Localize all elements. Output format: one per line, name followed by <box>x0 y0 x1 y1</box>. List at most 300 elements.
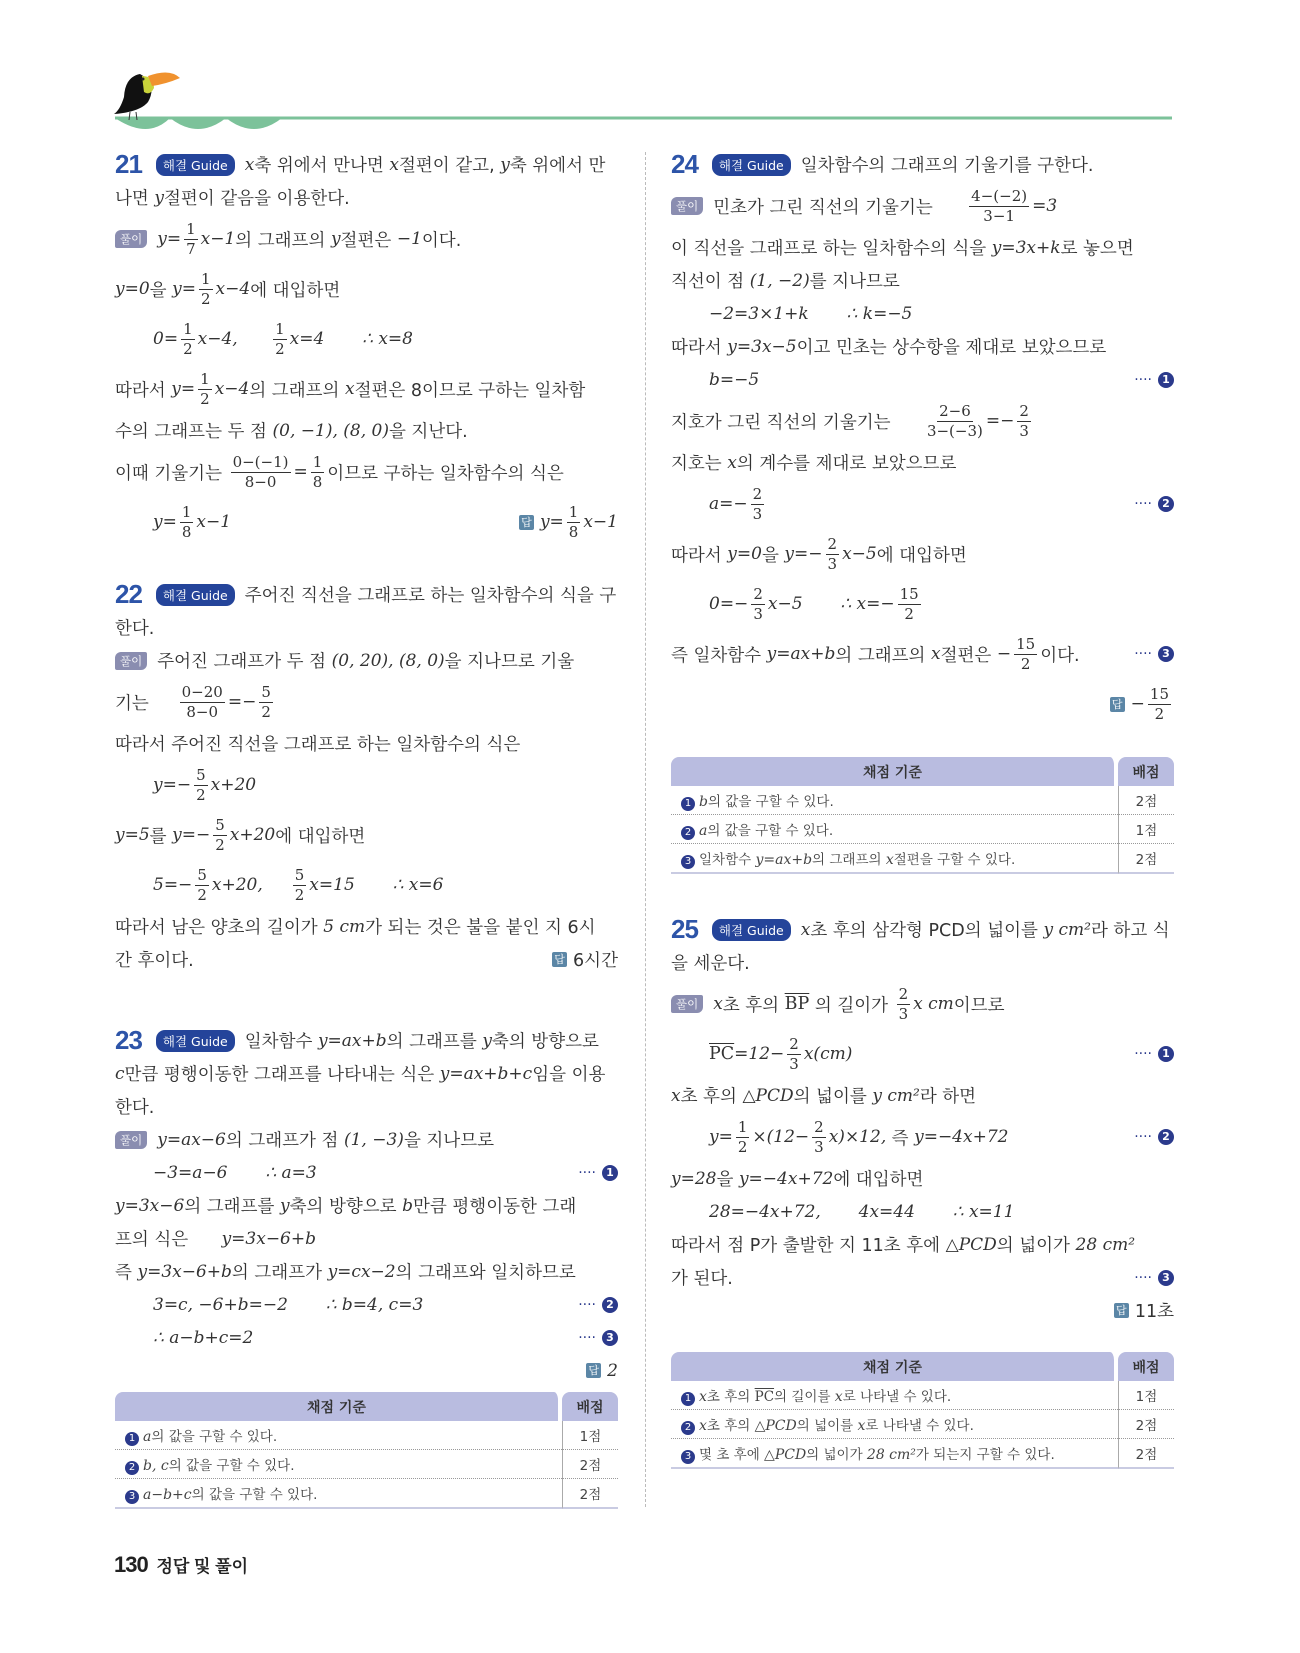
criterion-cell <box>671 844 1118 874</box>
math-expression: =12− <box>734 1044 785 1064</box>
text: 가 되는지 구할 수 있다. <box>915 1446 1055 1463</box>
text: 몇 초 후에 <box>699 1446 765 1463</box>
text: 의 넓이가 <box>996 1236 1076 1256</box>
text: 지호가 그린 직선의 기울기는 <box>671 412 924 433</box>
math-expression: a=− <box>709 494 748 514</box>
score-cell: 2점 <box>562 1479 618 1509</box>
text: 한다. <box>115 619 155 639</box>
step-marker: ···· 2 <box>1134 1129 1174 1145</box>
solution-tag: 풀이 <box>115 230 147 248</box>
solution-line <box>115 264 618 314</box>
denominator: 8−0 <box>186 702 219 721</box>
math-expression: x <box>931 644 941 664</box>
math-expression: 5=− <box>153 875 193 895</box>
text: 기는 <box>115 693 177 714</box>
numerator: 4−(−2) <box>971 186 1028 205</box>
math-expression: y= <box>172 279 196 299</box>
math-expression: y=3x−6+b <box>221 1228 317 1249</box>
table-header-row <box>671 757 1174 786</box>
math-expression: x(cm) <box>803 1044 853 1064</box>
math-expression: y=3x−5 <box>727 336 797 357</box>
step-number-icon: 1 <box>602 1165 618 1181</box>
denominator: 2 <box>261 702 271 721</box>
solution-line <box>671 363 1174 396</box>
solution-line <box>671 1228 1174 1261</box>
denominator: 2 <box>200 389 210 408</box>
text: 의 그래프의 <box>835 645 932 666</box>
math-expression: x−4 <box>214 379 250 399</box>
solution-line <box>115 1156 618 1189</box>
numerator: 1 <box>568 502 579 521</box>
fraction <box>180 683 225 722</box>
math-expression: a−b+c <box>143 1486 192 1503</box>
fraction <box>927 402 983 441</box>
step-number-icon: 3 <box>1158 1270 1174 1286</box>
text: 의 값을 구할 수 있다. <box>707 822 834 839</box>
solution-tag: 풀이 <box>115 1131 147 1149</box>
step-number-icon: 2 <box>1158 1129 1174 1145</box>
problem-21 <box>115 148 618 547</box>
solution-line <box>671 181 1174 231</box>
numerator: 1 <box>181 502 192 521</box>
solution-line <box>115 578 618 611</box>
solution-line <box>115 181 618 214</box>
solution-line <box>115 414 618 447</box>
toucan-header-decoration <box>110 62 1180 142</box>
solution-tag: 풀이 <box>671 995 703 1013</box>
math-expression: x−5 ∴ x=− <box>767 594 895 614</box>
fraction <box>181 320 195 359</box>
problem-23 <box>115 1024 618 1387</box>
math-expression: = <box>293 462 308 482</box>
math-expression: y=0 <box>727 544 762 564</box>
math-expression: x−1 <box>196 512 232 532</box>
text: 의 넓이가 <box>806 1446 867 1463</box>
text: 을 지난다. <box>388 422 468 442</box>
step-number-icon: 3 <box>681 855 695 869</box>
text: 의 넓이를 <box>796 1417 858 1434</box>
denominator: 2 <box>183 339 193 358</box>
score-cell: 1점 <box>1118 815 1174 844</box>
numerator: 1 <box>200 369 210 388</box>
step-marker: ···· 2 <box>578 1297 618 1313</box>
fraction <box>897 985 911 1024</box>
scoring-table-25 <box>671 1352 1174 1469</box>
step-number-icon: 2 <box>125 1461 139 1475</box>
math-expression: y=ax+b <box>755 851 813 868</box>
math-expression: 5 cm <box>323 916 366 937</box>
step-number-icon: 1 <box>125 1432 139 1446</box>
denominator: 2 <box>904 604 914 623</box>
denominator: 2 <box>196 785 206 804</box>
table-row <box>115 1421 618 1450</box>
numerator: 0−(−1) <box>232 452 289 471</box>
text: 민초가 그린 직선의 기울기는 <box>713 197 967 218</box>
text: 직선이 점 <box>671 272 750 292</box>
denominator: 3 <box>814 1137 824 1156</box>
text: 를 지나므로 <box>809 272 900 292</box>
denominator: 3 <box>827 554 838 573</box>
math-expression: ∴ a−b+c=2 <box>153 1327 254 1348</box>
solution-line <box>671 1112 1174 1162</box>
solution-line <box>671 946 1174 979</box>
text: 수의 그래프는 두 점 <box>115 422 273 442</box>
math-expression: ×(12− <box>752 1127 810 1147</box>
math-expression: x=15 ∴ x=6 <box>309 875 444 895</box>
text: 절편은 8이므로 구하는 일차함 <box>354 380 586 401</box>
criterion-cell <box>115 1450 562 1479</box>
math-expression: b, c <box>143 1457 169 1474</box>
answer-icon: 답 <box>1114 1303 1129 1318</box>
math-expression: − <box>1130 694 1145 714</box>
math-expression: a <box>699 822 708 839</box>
math-expression: 28 cm² <box>866 1446 916 1463</box>
fraction <box>826 535 840 574</box>
denominator: 3 <box>1019 421 1029 440</box>
text: 따라서 남은 양초의 길이가 <box>115 918 324 938</box>
text: 절편이 같음을 이용한다. <box>163 189 350 209</box>
score-cell: 2점 <box>1118 786 1174 815</box>
fraction <box>199 270 213 309</box>
math-expression: (0, −1), (8, 0) <box>272 420 389 441</box>
text: 초 후의 <box>680 1087 743 1107</box>
solution-line <box>115 364 618 414</box>
math-expression: x−1 <box>200 229 236 249</box>
text: 의 길이가 <box>809 995 894 1016</box>
fraction <box>195 866 209 905</box>
text: 따라서 <box>115 380 172 401</box>
solution-line <box>671 231 1174 264</box>
math-expression: y <box>154 187 164 208</box>
text: 라 하고 식 <box>1090 921 1170 941</box>
math-expression: (1, −3) <box>343 1129 404 1150</box>
solution-line <box>115 447 618 497</box>
text: 라 하면 <box>919 1087 977 1107</box>
math-expression: x−4, <box>197 329 271 349</box>
solution-line <box>671 529 1174 579</box>
overline-segment: $\overline{BP}$ <box>784 994 810 1014</box>
math-expression: x cm <box>913 994 954 1014</box>
fraction <box>567 503 581 542</box>
denominator: 2 <box>201 289 211 308</box>
numerator: 2 <box>814 1117 824 1136</box>
fraction <box>180 503 194 542</box>
math-expression: x <box>713 994 723 1014</box>
math-expression: 28 cm² <box>1075 1234 1136 1255</box>
math-expression: x <box>834 1388 843 1405</box>
math-expression: y=3x−6 <box>115 1195 185 1216</box>
math-expression: x <box>800 919 811 940</box>
table-row <box>671 844 1174 874</box>
text: 축 위에서 만 <box>509 156 606 176</box>
solution-tag: 풀이 <box>115 652 147 670</box>
denominator: 3−(−3) <box>926 421 983 440</box>
math-expression: y=0 <box>115 279 150 299</box>
denominator: 8 <box>181 522 192 541</box>
text: 이다. <box>1040 645 1080 666</box>
math-expression: −1 <box>396 229 422 249</box>
math-expression: y <box>330 229 341 249</box>
math-expression: y=28 <box>671 1168 717 1189</box>
denominator: 2 <box>215 835 225 854</box>
solution-line <box>115 497 618 547</box>
score-cell: 1점 <box>1118 1381 1174 1410</box>
math-expression: =− <box>227 692 257 712</box>
step-number-icon: 3 <box>125 1490 139 1504</box>
math-expression: − <box>996 644 1012 664</box>
page-footer <box>114 1552 248 1578</box>
text: 의 값을 구할 수 있다. <box>151 1428 278 1445</box>
step-number-icon: 1 <box>1158 1046 1174 1062</box>
criterion-cell <box>115 1479 562 1509</box>
solution-line <box>115 943 618 976</box>
answer-icon: 답 <box>1110 697 1125 712</box>
text: 초 후의 삼각형 PCD의 넓이를 <box>810 921 1044 941</box>
fraction <box>198 370 212 409</box>
math-expression: x=4 ∴ x=8 <box>289 329 413 349</box>
fraction <box>311 453 325 492</box>
math-expression: y=ax+b <box>766 644 836 664</box>
table-row <box>115 1450 618 1479</box>
solution-line <box>671 679 1174 729</box>
text: 이고 민초는 상수항을 제대로 보았으므로 <box>796 338 1107 358</box>
overline-segment: $\overline{PC}$ <box>709 1044 735 1064</box>
math-expression: y <box>500 154 510 175</box>
math-expression: △PCD <box>754 1417 797 1434</box>
solution-line <box>115 1255 618 1288</box>
score-cell: 1점 <box>562 1421 618 1450</box>
solution-tag: 풀이 <box>671 197 703 215</box>
solution-line <box>115 677 618 727</box>
text: 의 값을 구할 수 있다. <box>168 1457 295 1474</box>
text: 로 나타낼 수 있다. <box>842 1388 952 1405</box>
text: 의 그래프의 <box>812 851 886 868</box>
math-expression: y=3x+k <box>991 237 1061 258</box>
math-expression: a <box>143 1428 152 1445</box>
math-expression: =3 <box>1032 196 1058 216</box>
text: 로 놓으면 <box>1060 239 1134 259</box>
solution-line <box>671 264 1174 297</box>
score-cell: 2점 <box>562 1450 618 1479</box>
text: 을 지나므로 <box>403 1131 495 1151</box>
fraction <box>812 1118 826 1157</box>
text: 의 계수를 제대로 보았으므로 <box>736 454 957 474</box>
text: 초 후의 <box>706 1417 755 1434</box>
step-marker: ···· 3 <box>578 1330 618 1346</box>
table-header: 배점 <box>1118 1352 1174 1381</box>
criterion-cell <box>671 786 1118 815</box>
solution-line <box>115 760 618 810</box>
problem-24 <box>671 148 1174 729</box>
text: 로 나타낼 수 있다. <box>865 1417 974 1434</box>
numerator: 15 <box>1016 634 1036 653</box>
problem-22 <box>115 578 618 976</box>
math-expression: x <box>857 1417 866 1434</box>
math-expression: x <box>671 1085 681 1106</box>
math-expression: x+20, <box>211 875 290 895</box>
numerator: 0−20 <box>181 682 223 701</box>
solution-line <box>115 1090 618 1123</box>
solution-line <box>115 1321 618 1354</box>
footer-title: 정답 및 풀이 <box>156 1557 249 1576</box>
solution-line <box>115 910 618 943</box>
text: 의 그래프의 <box>249 380 345 401</box>
math-expression: −2=3×1+k ∴ k=−5 <box>709 303 913 324</box>
solution-line <box>115 1024 618 1057</box>
guide-badge: 해결 Guide <box>156 1030 235 1052</box>
table-header-row <box>671 1352 1174 1381</box>
denominator: 3 <box>753 604 763 623</box>
solution-line <box>671 1162 1174 1195</box>
text: 즉 일차함수 <box>671 645 767 666</box>
numerator: 1 <box>186 219 196 238</box>
solution-line <box>671 1294 1174 1327</box>
math-expression: y cm² <box>1043 919 1091 940</box>
text: 절편은 <box>340 230 397 251</box>
problem-number: 22 <box>115 579 142 609</box>
text: 가 된다. <box>671 1269 733 1289</box>
text: 의 값을 구할 수 있다. <box>191 1486 318 1503</box>
step-marker: ···· 3 <box>1134 1270 1174 1286</box>
math-expression: y= <box>157 229 182 249</box>
step-number-icon: 3 <box>602 1330 618 1346</box>
table-row <box>115 1479 618 1509</box>
table-header-row <box>115 1392 618 1421</box>
text: 주어진 그래프가 두 점 <box>157 652 332 672</box>
math-expression: x+20 <box>229 825 276 845</box>
numerator: 1 <box>737 1117 748 1136</box>
math-expression: x <box>345 379 355 399</box>
text: 을 <box>716 1170 739 1190</box>
text: 이므로 <box>953 995 1005 1016</box>
text: 를 <box>149 826 173 847</box>
guide-badge: 해결 Guide <box>156 154 235 176</box>
text: 초 후의 <box>722 995 785 1016</box>
math-expression: c <box>115 1063 125 1084</box>
fraction <box>231 453 291 492</box>
math-expression: △PCD <box>764 1446 807 1463</box>
problem-number: 21 <box>115 149 142 179</box>
solution-line <box>671 1261 1174 1294</box>
numerator: 5 <box>196 765 206 784</box>
fraction <box>213 816 227 855</box>
math-expression: x <box>885 851 894 868</box>
text: 에 대입하면 <box>250 280 341 301</box>
text: 의 그래프를 <box>386 1032 483 1052</box>
math-expression: y=− <box>784 544 823 564</box>
math-expression: 28=−4x+72, 4x=44 ∴ x=11 <box>709 1201 1015 1222</box>
fraction <box>1014 635 1037 674</box>
math-expression: x <box>727 452 737 473</box>
text: 지호는 <box>671 454 728 474</box>
solution-line <box>115 314 618 364</box>
denominator: 2 <box>275 339 285 358</box>
numerator: 2 <box>898 984 909 1003</box>
math-expression: y=ax+b+c <box>439 1063 533 1084</box>
math-expression: x−5 <box>842 544 877 564</box>
denominator: 8 <box>568 522 579 541</box>
solution-line <box>671 629 1174 679</box>
page-number: 130 <box>114 1552 148 1577</box>
numerator: 1 <box>275 319 285 338</box>
numerator: 5 <box>261 682 271 701</box>
solution-line <box>671 330 1174 363</box>
numerator: 2 <box>789 1034 799 1053</box>
math-expression: 0=− <box>709 594 749 614</box>
scallop-decoration <box>115 118 282 129</box>
text: 초 후의 <box>706 1388 755 1405</box>
math-expression: 3=c, −6+b=−2 ∴ b=4, c=3 <box>153 1294 424 1315</box>
answer <box>519 503 618 542</box>
guide-badge: 해결 Guide <box>156 584 235 606</box>
numerator: 5 <box>197 865 207 884</box>
fraction <box>1148 685 1171 724</box>
math-expression: x−4 <box>215 279 251 299</box>
step-number-icon: 2 <box>681 826 695 840</box>
numerator: 2−6 <box>939 401 971 420</box>
answer <box>1114 1298 1174 1323</box>
solution-line <box>115 644 618 677</box>
answer-icon: 답 <box>519 515 534 530</box>
solution-line <box>671 1195 1174 1228</box>
fraction <box>898 585 921 624</box>
text: 만큼 평행이동한 그래 <box>413 1197 577 1217</box>
numerator: 2 <box>752 484 763 503</box>
solution-line <box>115 1222 618 1255</box>
step-number-icon: 2 <box>602 1297 618 1313</box>
denominator: 7 <box>186 239 196 258</box>
text: 한다. <box>115 1098 155 1118</box>
solution-line <box>115 1057 618 1090</box>
step-number-icon: 2 <box>681 1421 695 1435</box>
denominator: 3 <box>898 1004 909 1023</box>
text: 일차함수의 그래프의 기울기를 구한다. <box>800 156 1094 176</box>
fraction <box>751 485 765 524</box>
table-header: 채점 기준 <box>115 1392 562 1421</box>
text: 축 위에서 만나면 <box>254 156 390 176</box>
text: 의 값을 구할 수 있다. <box>707 793 834 810</box>
math-expression: x−1 <box>583 512 618 532</box>
step-marker: ···· 1 <box>578 1165 618 1181</box>
fraction <box>259 683 273 722</box>
math-expression: y=cx−2 <box>327 1261 396 1282</box>
answer <box>586 1361 618 1381</box>
text: 축의 방향으로 <box>289 1197 403 1217</box>
fraction <box>1017 402 1031 441</box>
score-cell: 2점 <box>1118 1410 1174 1439</box>
math-expression: y=ax−6 <box>157 1129 226 1150</box>
table-row <box>671 1410 1174 1439</box>
text: 의 그래프를 <box>184 1197 280 1217</box>
solution-line <box>671 1079 1174 1112</box>
solution-line <box>115 214 618 264</box>
criterion-cell <box>115 1421 562 1450</box>
math-expression: y <box>279 1195 290 1216</box>
text: 즉 <box>891 1128 915 1149</box>
text: 의 넓이를 <box>793 1087 873 1107</box>
guide-badge: 해결 Guide <box>712 919 791 941</box>
fraction <box>194 766 208 805</box>
math-expression: y=−4x+72 <box>738 1168 834 1189</box>
text: 을 <box>761 545 785 566</box>
math-expression: (1, −2) <box>749 270 810 291</box>
score-cell: 2점 <box>1118 844 1174 874</box>
solution-line <box>115 1123 618 1156</box>
math-expression: x <box>389 154 399 175</box>
table-header: 배점 <box>562 1392 618 1421</box>
score-cell: 2점 <box>1118 1439 1174 1469</box>
guide-badge: 해결 Guide <box>712 154 791 176</box>
